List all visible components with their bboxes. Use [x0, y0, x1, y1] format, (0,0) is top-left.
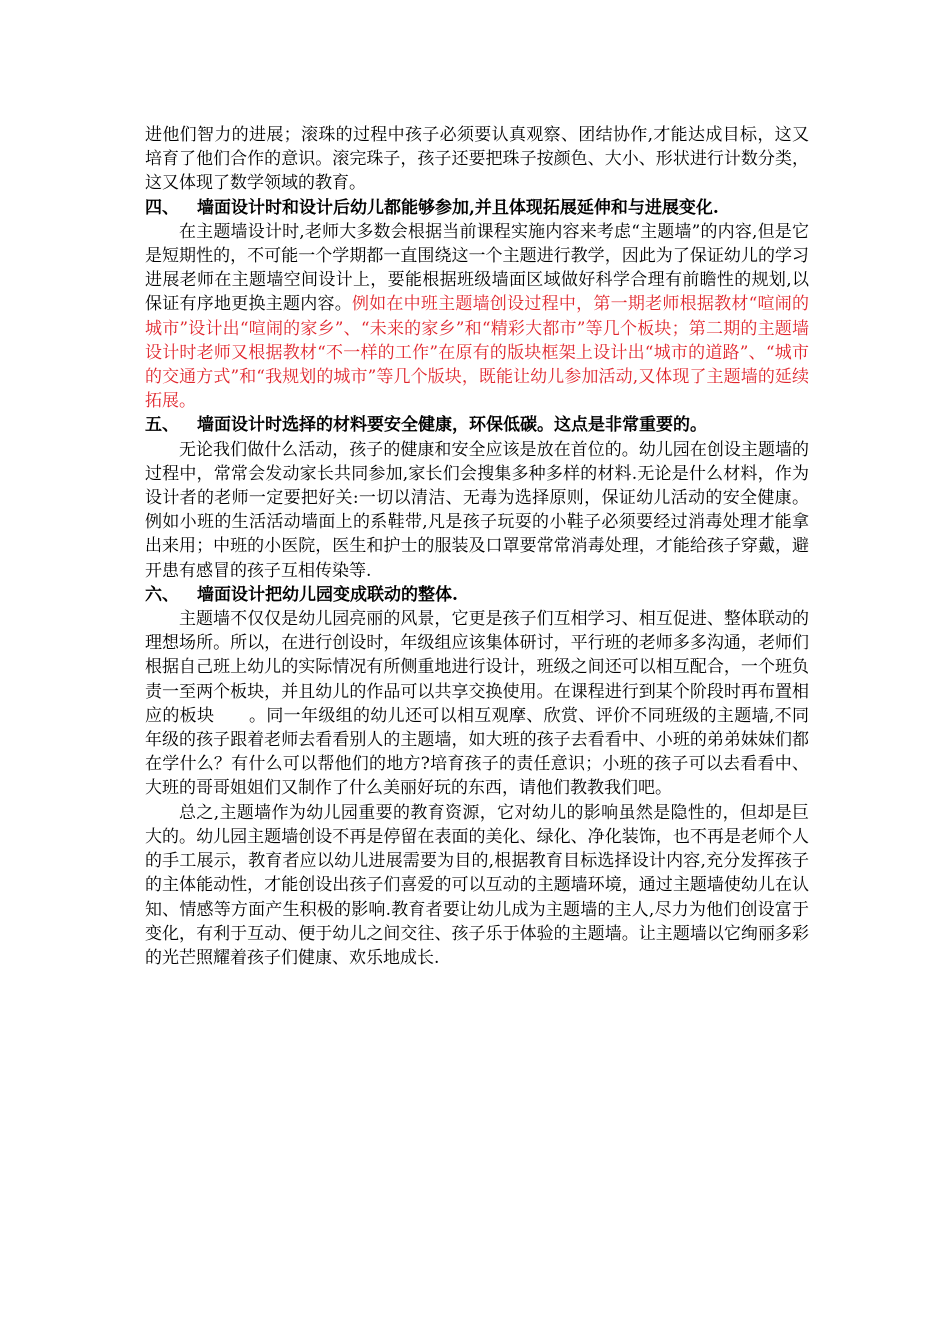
section-5-title: 墙面设计时选择的材料要安全健康，环保低碳。这点是非常重要的。: [197, 415, 707, 436]
section-4-body: 在主题墙设计时,老师大多数会根据当前课程实施内容来考虑“主题墙”的内容,但是它是短期性的，不可能一个学期都一直围绕这一个主题进行教学，因此为了保证幼儿的学习进展老师在主题墙空间设计上，要能根据班级墙面区域做好科学合理有前瞻性的规划,以保证有序地更换主题内容。: [145, 221, 809, 315]
document-page: [145, 123, 809, 970]
section-5-heading: [145, 413, 809, 437]
section-4-number: 四、: [145, 197, 179, 218]
section-6-paragraph: 主题墙不仅仅是幼儿园亮丽的风景，它更是孩子们互相学习、相互促进、整体联动的理想场所。所以，在进行创设时，年级组应该集体研讨，平行班的老师多多沟通，老师们根据自己班上幼儿的实际情况有所侧重地进行设计，班级之间还可以相互配合，一个班负责一至两个板块，并且幼儿的作品可以共享交换使用。在课程进行到某个阶段时再布置相应的板块 。同一年级组的幼儿还可以相互观摩、欣赏、评价不同班级的主题墙,不同年级的孩子跟着老师去看看别人的主题墙，如大班的孩子去看看中、小班的弟弟妹妹们都在学什么？有什么可以帮他们的地方?培育孩子的责任意识；小班的孩子可以去看看中、大班的哥哥姐姐们又制作了什么美丽好玩的东西，请他们教教我们吧。: [145, 609, 809, 799]
conclusion-paragraph: 总之,主题墙作为幼儿园重要的教育资源，它对幼儿的影响虽然是隐性的，但却是巨大的。幼儿园主题墙创设不再是停留在表面的美化、绿化、净化装饰，也不再是老师个人的手工展示，教育者应以幼儿进展需要为目的,根据教育目标选择设计内容,充分发挥孩子的主体能动性，才能创设出孩子们喜爱的可以互动的主题墙环境，通过主题墙使幼儿在认知、情感等方面产生积极的影响.教育者要让幼儿成为主题墙的主人,尽力为他们创设富于变化，有利于互动、便于幼儿之间交往、孩子乐于体验的主题墙。让主题墙以它绚丽多彩的光芒照耀着孩子们健康、欢乐地成长.: [145, 802, 809, 968]
section-4-title: 墙面设计时和设计后幼儿都能够参加,并且体现拓展延伸和与进展变化.: [197, 197, 719, 218]
section-4-heading: [145, 196, 809, 220]
intro-paragraph: 进他们智力的进展；滚珠的过程中孩子必须要认真观察、团结协作,才能达成目标，这又培育了他们合作的意识。滚完珠子，孩子还要把珠子按颜色、大小、形状进行计数分类，这又体现了数学领域的教育。: [145, 125, 809, 194]
section-6-heading: [145, 583, 809, 607]
section-6-number: 六、: [145, 584, 179, 605]
section-5-paragraph: 无论我们做什么活动，孩子的健康和安全应该是放在首位的。幼儿园在创设主题墙的过程中，常常会发动家长共同参加,家长们会搜集多种多样的材料.无论是什么材料，作为设计者的老师一定要把好关:一切以清洁、无毒为选择原则，保证幼儿活动的安全健康。例如小班的生活活动墙面上的系鞋带,凡是孩子玩耍的小鞋子必须要经过消毒处理才能拿出来用；中班的小医院，医生和护士的服装及口罩要常常消毒处理，才能给孩子穿戴，避开患有感冒的孩子互相传染等.: [145, 439, 809, 581]
section-6-title: 墙面设计把幼儿园变成联动的整体.: [197, 584, 458, 605]
section-5-number: 五、: [145, 415, 179, 436]
section-4-example-highlight: 例如在中班主题墙创设过程中，第一期老师根据教材“喧闹的城市”设计出“喧闹的家乡”、“未来的家乡”和“精彩大都市”等几个板块；第二期的主题墙设计时老师又根据教材“不一样的工作”在原有的版块框架上设计出“城市的道路”、“城市的交通方式”和“我规划的城市”等几个版块，既能让幼儿参加活动,又体现了主题墙的延续拓展。: [145, 294, 809, 412]
section-4-paragraph: [145, 220, 809, 414]
